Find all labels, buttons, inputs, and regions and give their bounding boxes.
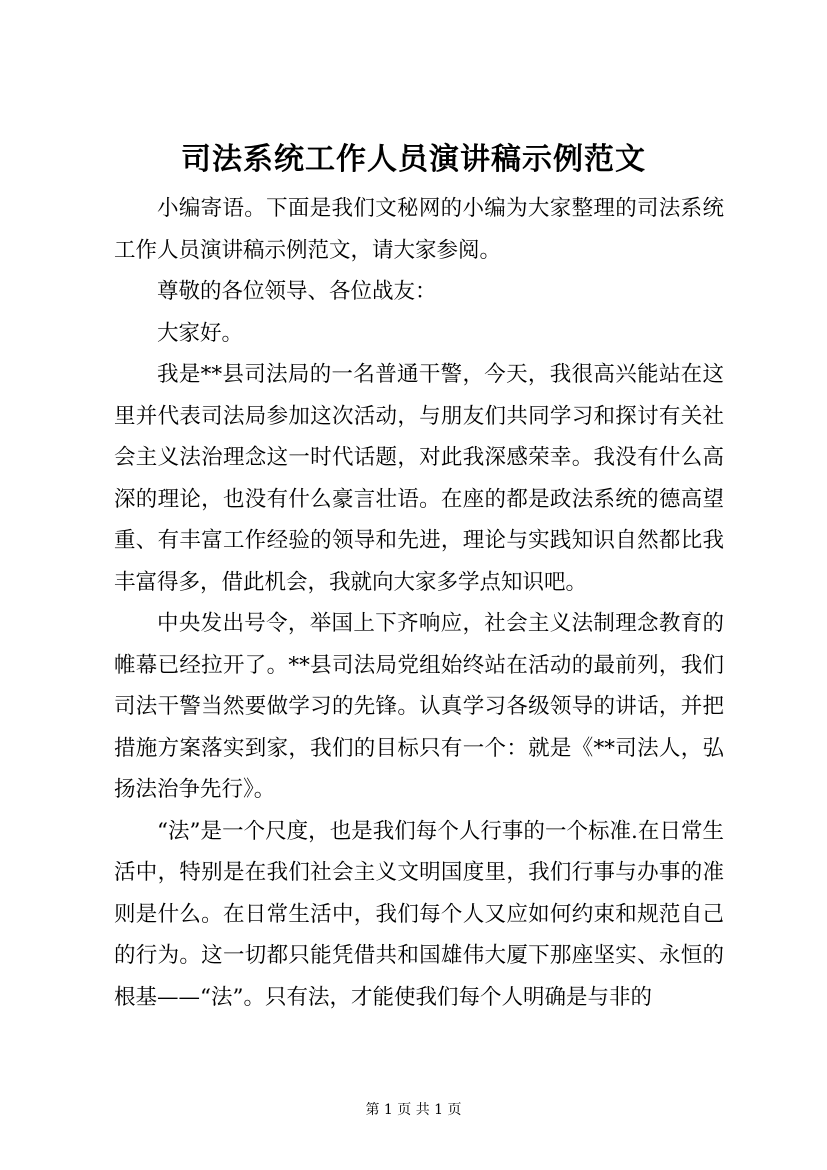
paragraph-central-directive: 中央发出号令，举国上下齐响应，社会主义法制理念教育的帷幕已经拉开了。**县司法局党组始终站在活动的最前列，我们司法干警当然要做学习的先锋。认真学习各级领导的讲话，并把措施方案落实到家，我们的目标只有一个：就是《**司法人，弘扬法治争先行》。	[114, 611, 724, 802]
page-footer: 第 1 页 共 1 页	[365, 1102, 462, 1118]
paragraph-intro: 小编寄语。下面是我们文秘网的小编为大家整理的司法系统工作人员演讲稿示例范文，请大家参阅。	[114, 196, 724, 263]
paragraph-salutation: 尊敬的各位领导、各位战友：	[157, 279, 437, 304]
paragraph-law-standard: “法”是一个尺度，也是我们每个人行事的一个标准.在日常生活中，特别是在我们社会主义文明国度里，我们行事与办事的准则是什么。在日常生活中，我们每个人又应如何约束和规范自己的行为。这一切都只能凭借共和国雄伟大厦下那座坚实、永恒的根基——“法”。只有法，才能使我们每个人明确是与非的	[114, 818, 724, 1010]
paragraph-self-introduction: 我是**县司法局的一名普通干警，今天，我很高兴能站在这里并代表司法局参加这次活动，与朋友们共同学习和探讨有关社会主义法治理念这一时代话题，对此我深感荣幸。我没有什么高深的理论，也没有什么豪言壮语。在座的都是政法系统的德高望重、有丰富工作经验的领导和先进，理论与实践知识自然都比我丰富得多，借此机会，我就向大家多学点知识吧。	[114, 362, 724, 595]
paragraph-greeting: 大家好。	[157, 320, 244, 346]
document-body	[114, 188, 724, 1018]
document-title: 司法系统工作人员演讲稿示例范文	[181, 142, 646, 177]
